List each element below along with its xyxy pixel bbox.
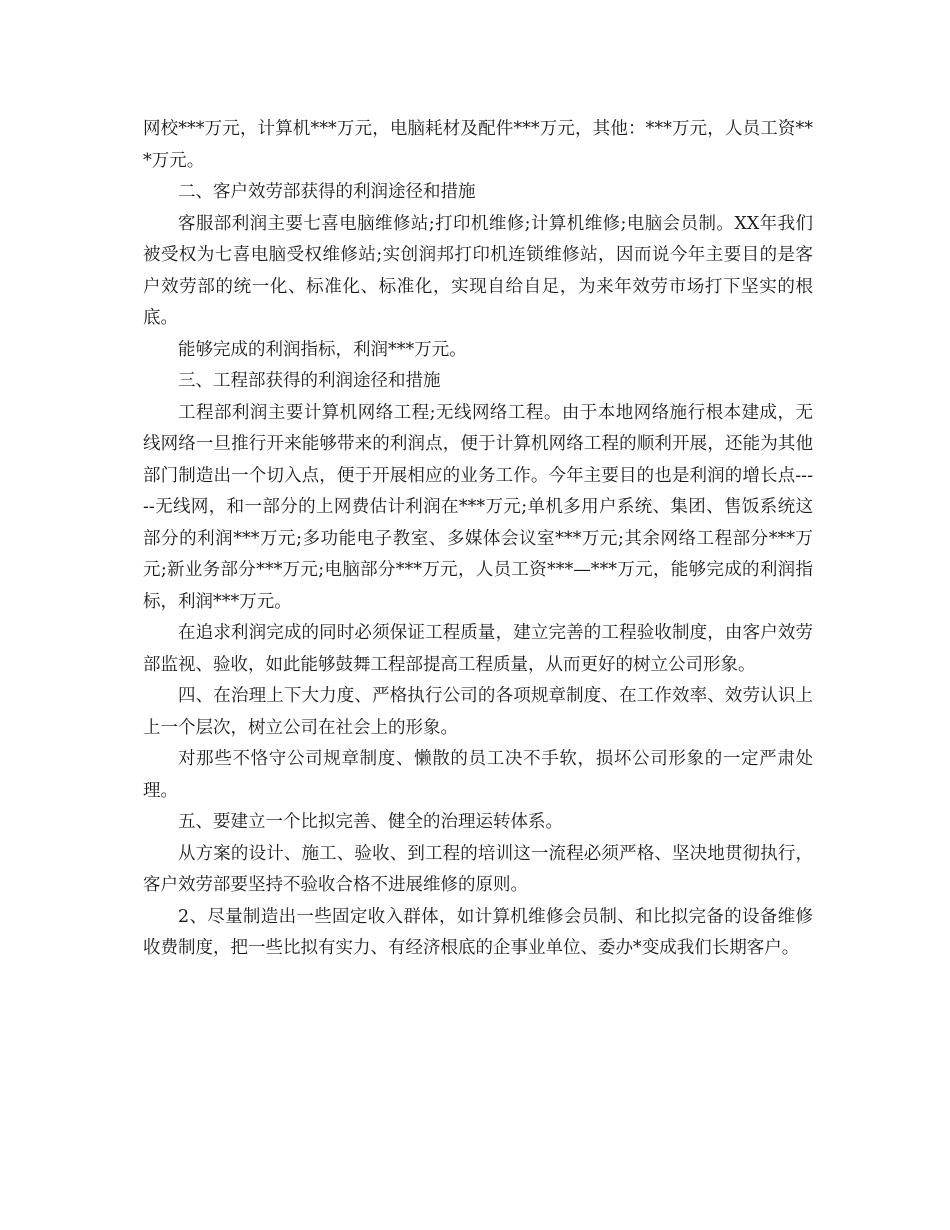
paragraph-fixed-income: 2、尽量制造出一些固定收入群体，如计算机维修会员制、和比拟完备的设备维修收费制度，把一些比拟有实力、有经济根底的企事业单位、委办*变成我们长期客户。 bbox=[143, 906, 813, 958]
section-heading-engineering: 三、工程部获得的利润途径和措施 bbox=[178, 371, 441, 391]
paragraph-management-discipline: 对那些不恪守公司规章制度、懒散的员工决不手软，损坏公司形象的一定严肃处理。 bbox=[143, 749, 813, 801]
paragraph-customer-service-target: 能够完成的利润指标，利润***万元。 bbox=[178, 339, 467, 360]
paragraph-customer-service-profit: 客服部利润主要七喜电脑维修站;打印机维修;计算机维修;电脑会员制。XX年我们被受权为七喜电脑受权维修站;实创润邦打印机连锁维修站，因而说今年主要目的是客户效劳部的统一化、标准化、标准化，实现自给自足，为来年效劳市场打下坚实的根底。 bbox=[143, 213, 813, 328]
paragraph-engineering-quality: 在追求利润完成的同时必须保证工程质量，建立完善的工程验收制度，由客户效劳部监视、验收，如此能够鼓舞工程部提高工程质量，从而更好的树立公司形象。 bbox=[143, 623, 813, 675]
paragraph-continuation: 网校***万元，计算机***万元，电脑耗材及配件***万元，其他：***万元，人员工资***万元。 bbox=[143, 119, 813, 171]
paragraph-engineering-profit: 工程部利润主要计算机网络工程;无线网络工程。由于本地网络施行根本建成，无线网络一旦推行开来能够带来的利润点，便于计算机网络工程的顺利开展，还能为其他部门制造出一个切入点，便于开展相应的业务工作。今年主要目的也是利润的增长点-----无线网，和一部分的上网费估计利润在***万元;单机多用户系统、集团、售饭系统这部分的利润***万元;多功能电子教室、多媒体会议室***万元;其余网络工程部分***万元;新业务部分***万元;电脑部分***万元，人员工资***—***万元，能够完成的利润指标，利润***万元。 bbox=[143, 402, 813, 612]
section-heading-management: 四、在治理上下大力度、严格执行公司的各项规章制度、在工作效率、效劳认识上上一个层次，树立公司在社会上的形象。 bbox=[143, 686, 813, 738]
section-heading-customer-service: 二、客户效劳部获得的利润途径和措施 bbox=[178, 182, 476, 202]
paragraph-operation-process: 从方案的设计、施工、验收、到工程的培训这一流程必须严格、坚决地贯彻执行，客户效劳部要坚持不验收合格不进展维修的原则。 bbox=[143, 843, 813, 895]
document-body bbox=[143, 114, 813, 965]
section-heading-operation-system: 五、要建立一个比拟完善、健全的治理运转体系。 bbox=[178, 812, 563, 832]
